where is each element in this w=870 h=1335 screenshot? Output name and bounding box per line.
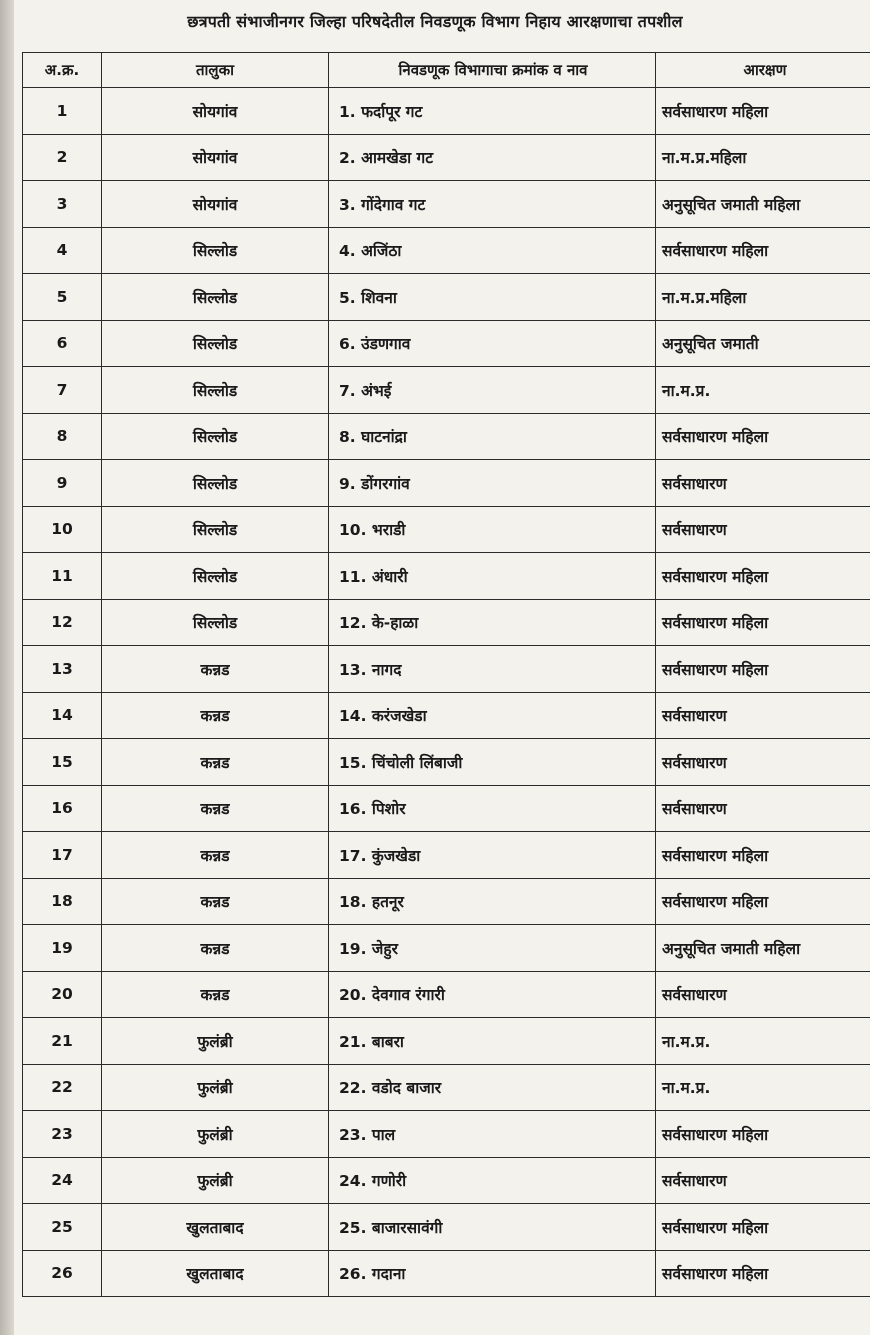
table-row	[23, 925, 870, 972]
cell-reservation: सर्वसाधारण	[656, 692, 870, 739]
cell-division: 22. वडोद बाजार	[329, 1064, 656, 1111]
table-row	[23, 1204, 870, 1251]
table-row	[23, 599, 870, 646]
header-division: निवडणूक विभागाचा क्रमांक व नाव	[329, 53, 656, 88]
cell-serial-no: 21	[23, 1018, 102, 1065]
cell-serial-no: 10	[23, 506, 102, 553]
cell-taluka: सिल्लोड	[102, 599, 329, 646]
table-row	[23, 413, 870, 460]
header-reservation: आरक्षण	[656, 53, 870, 88]
cell-division: 2. आमखेडा गट	[329, 134, 656, 181]
header-taluka: तालुका	[102, 53, 329, 88]
cell-taluka: सोयगांव	[102, 88, 329, 135]
cell-division: 4. अजिंठा	[329, 227, 656, 274]
cell-reservation: सर्वसाधारण महिला	[656, 832, 870, 879]
table-row	[23, 971, 870, 1018]
table-row	[23, 227, 870, 274]
table-header-row	[23, 53, 870, 88]
cell-division: 24. गणोरी	[329, 1157, 656, 1204]
cell-reservation: सर्वसाधारण महिला	[656, 1111, 870, 1158]
cell-serial-no: 22	[23, 1064, 102, 1111]
cell-taluka: सिल्लोड	[102, 460, 329, 507]
cell-serial-no: 11	[23, 553, 102, 600]
table-row	[23, 274, 870, 321]
table-row	[23, 1018, 870, 1065]
cell-taluka: कन्नड	[102, 971, 329, 1018]
cell-serial-no: 23	[23, 1111, 102, 1158]
cell-division: 21. बाबरा	[329, 1018, 656, 1065]
cell-taluka: सिल्लोड	[102, 320, 329, 367]
cell-reservation: ना.म.प्र.	[656, 1018, 870, 1065]
table-row	[23, 1111, 870, 1158]
cell-division: 11. अंधारी	[329, 553, 656, 600]
cell-reservation: सर्वसाधारण	[656, 460, 870, 507]
table-row	[23, 878, 870, 925]
cell-serial-no: 5	[23, 274, 102, 321]
cell-taluka: कन्नड	[102, 692, 329, 739]
table-row	[23, 785, 870, 832]
cell-serial-no: 16	[23, 785, 102, 832]
cell-reservation: सर्वसाधारण महिला	[656, 878, 870, 925]
cell-taluka: सिल्लोड	[102, 367, 329, 414]
cell-taluka: सिल्लोड	[102, 227, 329, 274]
cell-reservation: सर्वसाधारण महिला	[656, 1250, 870, 1297]
cell-division: 17. कुंजखेडा	[329, 832, 656, 879]
cell-taluka: कन्नड	[102, 925, 329, 972]
cell-taluka: सिल्लोड	[102, 553, 329, 600]
cell-serial-no: 20	[23, 971, 102, 1018]
cell-reservation: ना.म.प्र.महिला	[656, 274, 870, 321]
cell-serial-no: 15	[23, 739, 102, 786]
cell-taluka: सोयगांव	[102, 134, 329, 181]
cell-division: 9. डोंगरगांव	[329, 460, 656, 507]
table-body	[23, 88, 870, 1297]
cell-taluka: फुलंब्री	[102, 1064, 329, 1111]
cell-division: 25. बाजारसावंगी	[329, 1204, 656, 1251]
cell-division: 10. भराडी	[329, 506, 656, 553]
cell-serial-no: 6	[23, 320, 102, 367]
cell-taluka: फुलंब्री	[102, 1157, 329, 1204]
cell-reservation: अनुसूचित जमाती महिला	[656, 925, 870, 972]
cell-division: 3. गोंदेगाव गट	[329, 181, 656, 228]
table-row	[23, 1064, 870, 1111]
cell-division: 13. नागद	[329, 646, 656, 693]
cell-division: 6. उंडणगाव	[329, 320, 656, 367]
cell-division: 12. के-हाळा	[329, 599, 656, 646]
table-row	[23, 506, 870, 553]
cell-division: 14. करंजखेडा	[329, 692, 656, 739]
cell-reservation: सर्वसाधारण	[656, 739, 870, 786]
cell-taluka: फुलंब्री	[102, 1111, 329, 1158]
cell-division: 18. हतनूर	[329, 878, 656, 925]
cell-reservation: सर्वसाधारण महिला	[656, 88, 870, 135]
cell-taluka: सिल्लोड	[102, 506, 329, 553]
cell-taluka: सिल्लोड	[102, 274, 329, 321]
cell-serial-no: 24	[23, 1157, 102, 1204]
table-row	[23, 692, 870, 739]
table-row	[23, 1250, 870, 1297]
table-row	[23, 646, 870, 693]
table-row	[23, 832, 870, 879]
cell-division: 20. देवगाव रंगारी	[329, 971, 656, 1018]
cell-division: 8. घाटनांद्रा	[329, 413, 656, 460]
cell-taluka: सिल्लोड	[102, 413, 329, 460]
table-row	[23, 553, 870, 600]
cell-taluka: कन्नड	[102, 646, 329, 693]
cell-reservation: सर्वसाधारण महिला	[656, 553, 870, 600]
table-row	[23, 1157, 870, 1204]
cell-serial-no: 18	[23, 878, 102, 925]
cell-reservation: ना.म.प्र.	[656, 367, 870, 414]
cell-reservation: सर्वसाधारण महिला	[656, 227, 870, 274]
cell-serial-no: 2	[23, 134, 102, 181]
cell-reservation: अनुसूचित जमाती	[656, 320, 870, 367]
cell-taluka: कन्नड	[102, 878, 329, 925]
cell-division: 19. जेहुर	[329, 925, 656, 972]
cell-serial-no: 13	[23, 646, 102, 693]
header-serial-no: अ.क्र.	[23, 53, 102, 88]
table-row	[23, 134, 870, 181]
cell-reservation: अनुसूचित जमाती महिला	[656, 181, 870, 228]
cell-taluka: खुलताबाद	[102, 1204, 329, 1251]
cell-division: 23. पाल	[329, 1111, 656, 1158]
cell-serial-no: 1	[23, 88, 102, 135]
cell-reservation: ना.म.प्र.महिला	[656, 134, 870, 181]
cell-serial-no: 25	[23, 1204, 102, 1251]
cell-taluka: फुलंब्री	[102, 1018, 329, 1065]
cell-serial-no: 7	[23, 367, 102, 414]
cell-serial-no: 3	[23, 181, 102, 228]
cell-reservation: सर्वसाधारण	[656, 971, 870, 1018]
cell-reservation: सर्वसाधारण महिला	[656, 413, 870, 460]
cell-serial-no: 26	[23, 1250, 102, 1297]
cell-reservation: सर्वसाधारण	[656, 1157, 870, 1204]
cell-serial-no: 9	[23, 460, 102, 507]
page-edge-shadow	[0, 0, 14, 1335]
cell-reservation: सर्वसाधारण महिला	[656, 599, 870, 646]
reservation-table	[22, 52, 870, 1297]
table-row	[23, 88, 870, 135]
cell-serial-no: 8	[23, 413, 102, 460]
cell-division: 16. पिशोर	[329, 785, 656, 832]
cell-division: 5. शिवना	[329, 274, 656, 321]
cell-taluka: कन्नड	[102, 832, 329, 879]
table-row	[23, 739, 870, 786]
cell-serial-no: 4	[23, 227, 102, 274]
table-row	[23, 460, 870, 507]
cell-division: 1. फर्दापूर गट	[329, 88, 656, 135]
cell-taluka: कन्नड	[102, 785, 329, 832]
cell-serial-no: 14	[23, 692, 102, 739]
cell-reservation: सर्वसाधारण महिला	[656, 1204, 870, 1251]
cell-serial-no: 17	[23, 832, 102, 879]
cell-taluka: कन्नड	[102, 739, 329, 786]
cell-division: 15. चिंचोली लिंबाजी	[329, 739, 656, 786]
cell-taluka: सोयगांव	[102, 181, 329, 228]
cell-reservation: सर्वसाधारण	[656, 785, 870, 832]
cell-reservation: सर्वसाधारण महिला	[656, 646, 870, 693]
table-row	[23, 181, 870, 228]
cell-division: 26. गदाना	[329, 1250, 656, 1297]
cell-serial-no: 19	[23, 925, 102, 972]
document-title: छत्रपती संभाजीनगर जिल्हा परिषदेतील निवडणूक विभाग निहाय आरक्षणाचा तपशील	[187, 12, 683, 31]
table-row	[23, 320, 870, 367]
cell-taluka: खुलताबाद	[102, 1250, 329, 1297]
cell-reservation: ना.म.प्र.	[656, 1064, 870, 1111]
cell-serial-no: 12	[23, 599, 102, 646]
table-row	[23, 367, 870, 414]
cell-reservation: सर्वसाधारण	[656, 506, 870, 553]
cell-division: 7. अंभई	[329, 367, 656, 414]
